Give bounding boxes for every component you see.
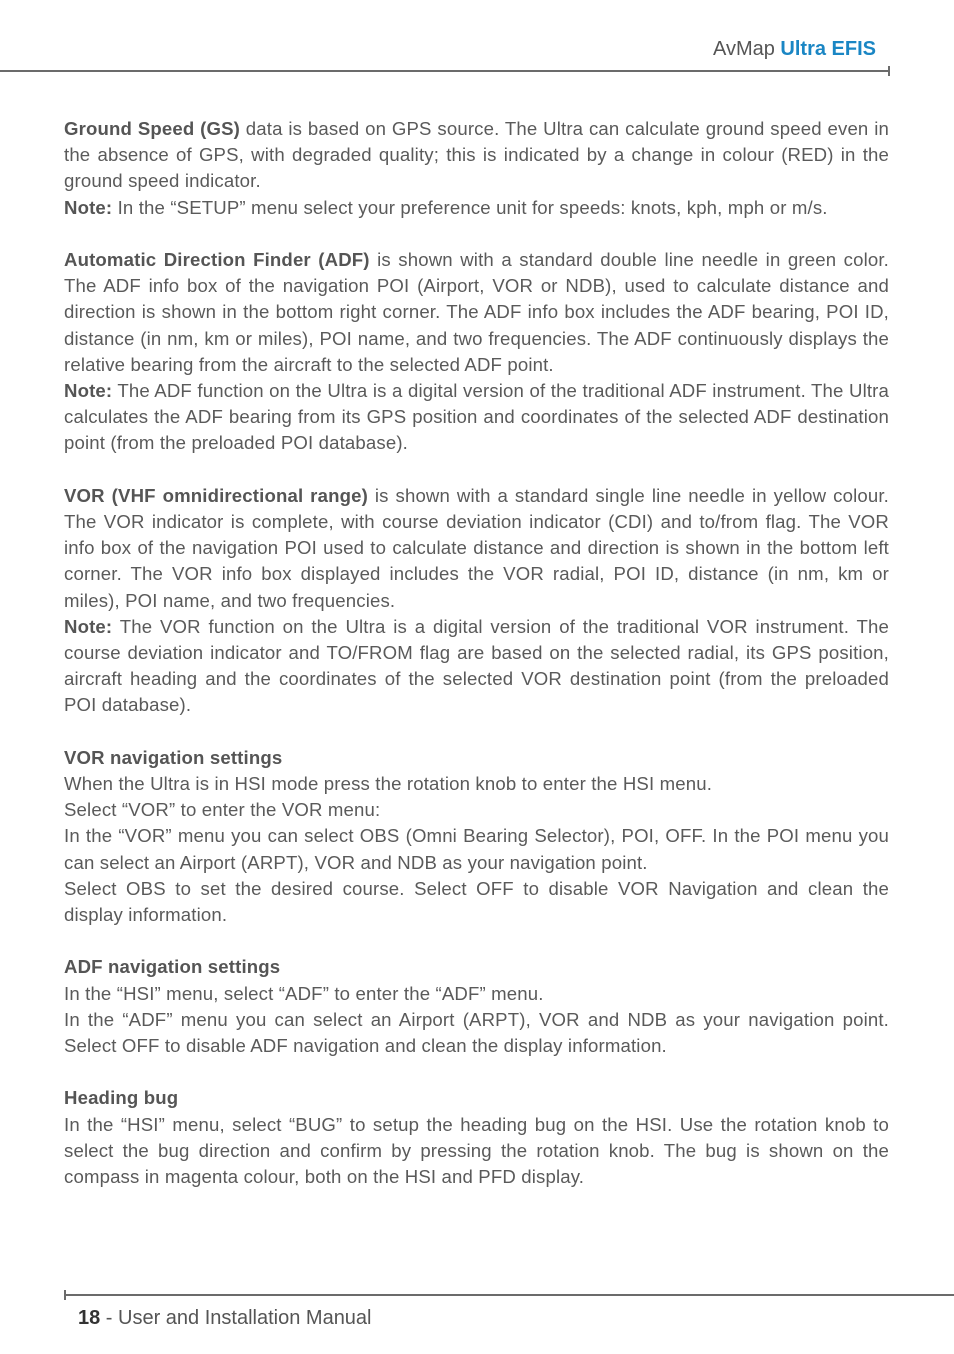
note-label: Note: bbox=[64, 380, 113, 402]
page-number: 18 bbox=[78, 1307, 101, 1329]
brand-name: AvMap bbox=[712, 38, 775, 60]
heading-bug-text: In the “HSI” menu, select “BUG” to setup the heading bug on the HSI. Use the rotation knob to select the bug direction and confirm by pressing the rotation knob. The bug is shown on the compass in magenta colour, both on the HSI and PFD display. bbox=[64, 1113, 889, 1188]
page-footer bbox=[78, 1307, 372, 1330]
adf-nav-line: In the “HSI” menu, select “ADF” to enter the “ADF” menu. bbox=[64, 982, 544, 1004]
note-text: The ADF function on the Ultra is a digital version of the traditional ADF instrument. The Ultra calculates the ADF bearing from its GPS position and coordinates of the selected ADF destination point (from the preloaded POI database). bbox=[64, 380, 889, 454]
vor-nav-line: Select OBS to set the desired course. Select OFF to disable VOR Navigation and clean the display information. bbox=[64, 877, 889, 926]
product-name: Ultra EFIS bbox=[780, 38, 876, 60]
footer-rule-tick bbox=[64, 1290, 66, 1300]
paragraph-ground-speed bbox=[64, 116, 889, 195]
adf-nav-line: In the “ADF” menu you can select an Airport (ARPT), VOR and NDB as your navigation point. Select OFF to disable ADF navigation and clean the display information. bbox=[64, 1008, 889, 1057]
section-title-vor-navigation: VOR navigation settings bbox=[64, 746, 283, 768]
note-vor bbox=[64, 614, 889, 719]
note-text: The VOR function on the Ultra is a digital version of the traditional VOR instrument. The course deviation indicator and TO/FROM flag are based on the selected radial, its GPS position, aircraft heading and the coordinates of the selected VOR destination point (from the preloaded POI database). bbox=[64, 615, 889, 716]
vor-nav-line: Select “VOR” to enter the VOR menu: bbox=[64, 799, 381, 821]
note-label: Note: bbox=[64, 196, 113, 218]
paragraph-vor bbox=[64, 483, 889, 614]
vor-nav-line: When the Ultra is in HSI mode press the rotation knob to enter the HSI menu. bbox=[64, 773, 713, 795]
vor-text: is shown with a standard single line needle in yellow colour. The VOR indicator is complete, with course deviation indicator (CDI) and to/from flag. The VOR info box of the navigation POI used to calculate distance and direction is shown in the bottom left corner. The VOR info box displayed includes the VOR radial, POI ID, distance (in nm, km or miles), POI name, and two frequencies. bbox=[64, 484, 889, 611]
paragraph-adf bbox=[64, 247, 889, 378]
note-label: Note: bbox=[64, 615, 113, 637]
footer-label: - User and Installation Manual bbox=[100, 1307, 372, 1329]
term-vor: VOR (VHF omnidirectional range) bbox=[64, 484, 368, 506]
header-brand bbox=[713, 38, 876, 61]
term-ground-speed: Ground Speed (GS) bbox=[64, 118, 241, 139]
adf-text: is shown with a standard double line needle in green color. The ADF info box of the navigation POI (Airport, VOR or NDB), used to calculate distance and direction is shown in the bottom right corner. The ADF info box includes the ADF bearing, POI ID, distance (in nm, km or miles), POI name, and two frequencies. The ADF continuously displays the relative bearing from the aircraft to the selected ADF point. bbox=[64, 249, 889, 375]
vor-nav-line: In the “VOR” menu you can select OBS (Omni Bearing Selector), POI, OFF. In the POI menu you can select an Airport (ARPT), VOR and NDB as your navigation point. bbox=[64, 825, 889, 873]
section-title-adf-navigation: ADF navigation settings bbox=[64, 956, 281, 978]
note-ground-speed bbox=[64, 195, 889, 221]
ground-speed-text: data is based on GPS source. The Ultra can calculate ground speed even in the absence of GPS, with degraded quality; this is indicated by a change in colour (RED) in the ground speed indicator. bbox=[64, 118, 889, 192]
footer-rule bbox=[64, 1294, 954, 1296]
header-rule bbox=[0, 70, 890, 72]
header-rule-tick bbox=[888, 66, 890, 76]
note-text: In the “SETUP” menu select your preference unit for speeds: knots, kph, mph or m/s. bbox=[112, 196, 828, 218]
page-body bbox=[64, 116, 889, 1190]
section-title-heading-bug: Heading bug bbox=[64, 1087, 179, 1109]
term-adf: Automatic Direction Finder (ADF) bbox=[64, 249, 370, 270]
note-adf bbox=[64, 378, 889, 457]
